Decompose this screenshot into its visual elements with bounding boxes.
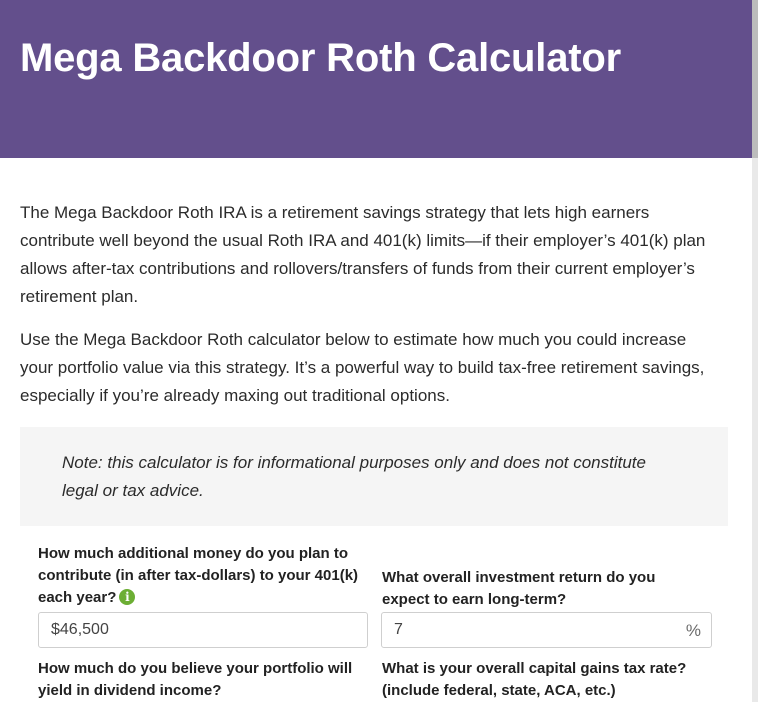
- scrollbar-thumb[interactable]: [752, 0, 758, 158]
- page-header: [0, 0, 752, 158]
- contribution-label: [38, 543, 373, 609]
- contribution-input[interactable]: [51, 613, 331, 647]
- info-icon[interactable]: i: [119, 589, 135, 605]
- contribution-label-text: How much additional money do you plan to contribute (in after tax-dollars) to your 401(k) each year?: [38, 545, 359, 606]
- page-title: Mega Backdoor Roth Calculator: [20, 36, 621, 80]
- capital-gains-rate-label: What is your overall capital gains tax rate? (include federal, state, ACA, etc.): [382, 660, 687, 699]
- disclaimer-note: [20, 427, 728, 526]
- vertical-scrollbar[interactable]: [752, 0, 758, 702]
- intro-paragraph-2: Use the Mega Backdoor Roth calculator below to estimate how much you could increase your portfolio value via this strategy. It’s a powerful way to build tax-free retirement savings, especially if you’re already maxing out traditional options.: [20, 330, 705, 405]
- dividend-yield-label: How much do you believe your portfolio will yield in dividend income?: [38, 660, 353, 699]
- investment-return-field[interactable]: [381, 612, 712, 648]
- disclaimer-text: Note: this calculator is for informational purposes only and does not constitute legal or tax advice.: [62, 453, 646, 500]
- intro-paragraph-1: The Mega Backdoor Roth IRA is a retirement savings strategy that lets high earners contribute well beyond the usual Roth IRA and 401(k) limits—if their employer’s 401(k) plan allows after-tax contributions and rollovers/transfers of funds from their current employer’s retirement plan.: [20, 203, 706, 306]
- contribution-field[interactable]: [38, 612, 368, 648]
- investment-return-label: What overall investment return do you expect to earn long-term?: [382, 569, 656, 608]
- percent-suffix: %: [685, 621, 701, 640]
- investment-return-input[interactable]: [394, 613, 674, 647]
